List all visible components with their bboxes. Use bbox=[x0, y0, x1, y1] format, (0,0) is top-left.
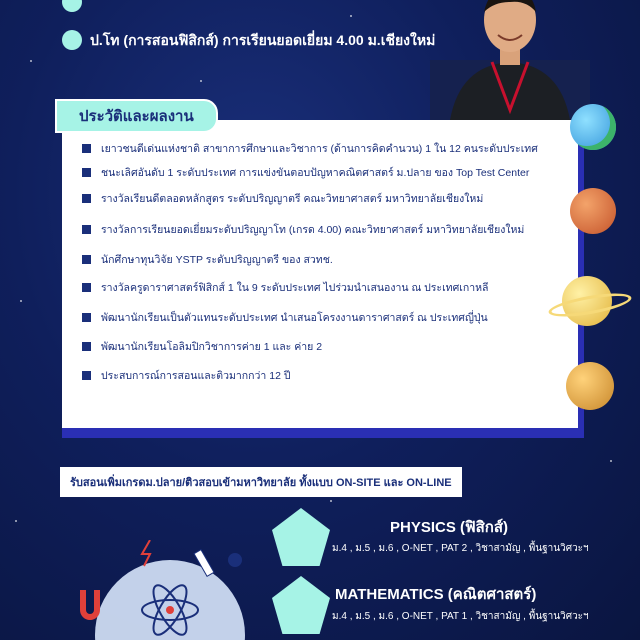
list-item: รางวัลครูดาราศาสตร์ฟิสิกส์ 1 ใน 9 ระดับประเทศ ไปร่วมนำเสนองาน ณ ประเทศเกาหลี bbox=[82, 279, 488, 296]
list-item: ประสบการณ์การสอนและติวมากกว่า 12 ปี bbox=[82, 367, 291, 384]
list-item: รางวัลการเรียนยอดเยี่ยมระดับปริญญาโท (เกรด 4.00) คณะวิทยาศาสตร์ มหาวิทยาลัยเชียงใหม่ bbox=[82, 221, 524, 238]
star bbox=[200, 80, 202, 82]
list-item: พัฒนานักเรียนโอลิมปิกวิชาการค่าย 1 และ ค่าย 2 bbox=[82, 338, 322, 355]
list-item: รางวัลเรียนดีตลอดหลักสูตร ระดับปริญญาตรี คณะวิทยาศาสตร์ มหาวิทยาลัยเชียงใหม่ bbox=[82, 190, 483, 207]
star bbox=[15, 520, 17, 522]
list-item: พัฒนานักเรียนเป็นตัวแทนระดับประเทศ นำเสนอโครงงานดาราศาสตร์ ณ ประเทศญี่ปุ่น bbox=[82, 309, 488, 326]
star bbox=[350, 15, 352, 17]
top-bullet-dot bbox=[62, 0, 82, 12]
square-bullet-icon bbox=[82, 225, 91, 234]
subject-title: MATHEMATICS (คณิตศาสตร์) bbox=[335, 586, 537, 603]
planet-mars-icon bbox=[570, 188, 616, 234]
square-bullet-icon bbox=[82, 144, 91, 153]
top-bullet-dot bbox=[62, 30, 82, 50]
lightning-icon bbox=[142, 540, 150, 566]
pentagon-icon bbox=[272, 576, 330, 634]
list-item: ชนะเลิศอันดับ 1 ระดับประเทศ การแข่งขันตอบปัญหาคณิตศาสตร์ ม.ปลาย ของ Top Test Center bbox=[82, 164, 529, 181]
subject-desc: ม.4 , ม.5 , ม.6 , O-NET , PAT 2 , วิชาสามัญ , พื้นฐานวิศวะฯ bbox=[332, 543, 589, 554]
square-bullet-icon bbox=[82, 168, 91, 177]
teacher-photo bbox=[430, 0, 590, 120]
star bbox=[20, 300, 22, 302]
square-bullet-icon bbox=[82, 194, 91, 203]
star bbox=[30, 60, 32, 62]
tutoring-banner: รับสอนเพิ่มเกรดม.ปลาย/ติวสอบเข้ามหาวิทยาลัย ทั้งแบบ ON-SITE และ ON-LINE bbox=[60, 467, 462, 497]
star bbox=[610, 460, 612, 462]
top-line: ป.โท (การสอนฟิสิกส์) การเรียนยอดเยี่ยม 4.00 ม.เชียงใหม่ bbox=[90, 32, 436, 48]
list-item: นักศึกษาทุนวิจัย YSTP ระดับปริญญาตรี ของ สวทช. bbox=[82, 251, 333, 268]
planet-venus-icon bbox=[566, 362, 614, 410]
list-item: เยาวชนดีเด่นแห่งชาติ สาขาการศึกษาและวิชาการ (ด้านการคิดคำนวน) 1 ใน 12 คนระดับประเทศ bbox=[82, 140, 538, 157]
star bbox=[330, 500, 332, 502]
subject-desc: ม.4 , ม.5 , ม.6 , O-NET , PAT 1 , วิชาสามัญ , พื้นฐานวิศวะฯ bbox=[332, 611, 589, 622]
pentagon-icon bbox=[272, 508, 330, 566]
square-bullet-icon bbox=[82, 255, 91, 264]
square-bullet-icon bbox=[82, 313, 91, 322]
planet-earth-icon bbox=[570, 104, 616, 150]
science-illustration bbox=[50, 540, 280, 640]
magnet-icon bbox=[80, 590, 100, 620]
square-bullet-icon bbox=[82, 342, 91, 351]
subject-title: PHYSICS (ฟิสิกส์) bbox=[390, 519, 509, 536]
panel-title: ประวัติและผลงาน bbox=[55, 99, 218, 133]
square-bullet-icon bbox=[82, 283, 91, 292]
square-bullet-icon bbox=[82, 371, 91, 380]
